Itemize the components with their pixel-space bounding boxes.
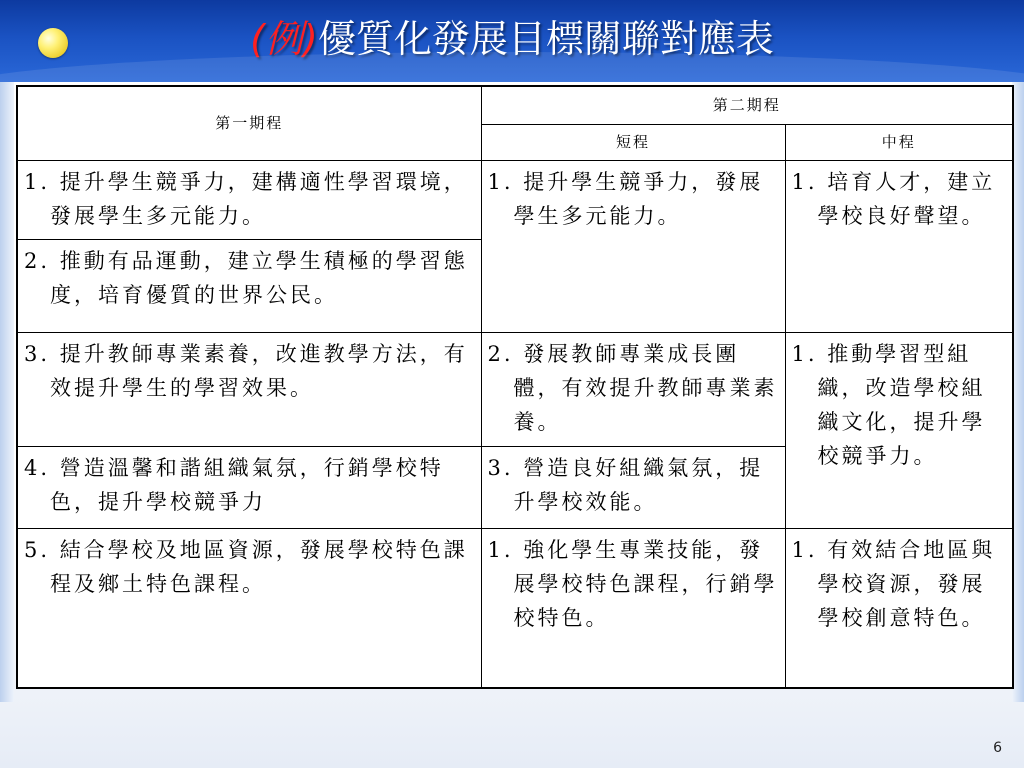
slide-title — [0, 8, 1024, 63]
slide-header — [0, 0, 1024, 82]
short-cell-3 — [481, 446, 785, 528]
mid-cell-3 — [785, 528, 1013, 688]
phase1-cell-4 — [17, 446, 481, 528]
phase1-item: 5. 結合學校及地區資源，發展學校特色課程及鄉土特色課程。 — [24, 537, 468, 596]
mid-item: 1. 推動學習型組織，改造學校組織文化，提升學校競爭力。 — [791, 341, 986, 468]
phase1-cell-2 — [17, 239, 481, 332]
mid-item: 1. 有效結合地區與學校資源，發展學校創意特色。 — [791, 537, 996, 630]
page-number: 6 — [993, 740, 1002, 756]
short-cell-2 — [481, 332, 785, 446]
short-item: 2. 發展教師專業成長團體，有效提升教師專業素養。 — [487, 341, 778, 434]
header-short-term: 短程 — [481, 124, 785, 160]
phase1-item: 4. 營造溫馨和諧組織氣氛，行銷學校特色，提升學校競爭力 — [24, 455, 444, 514]
short-cell-1 — [481, 160, 785, 332]
phase1-item: 1. 提升學生競爭力，建構適性學習環境，發展學生多元能力。 — [24, 169, 468, 228]
phase1-cell-3 — [17, 332, 481, 446]
title-prefix: (例) — [250, 17, 318, 61]
header-mid-term: 中程 — [785, 124, 1013, 160]
goal-mapping-table — [16, 85, 1014, 689]
phase1-cell-1 — [17, 160, 481, 239]
short-item: 1. 強化學生專業技能，發展學校特色課程，行銷學校特色。 — [487, 537, 778, 630]
short-item: 1. 提升學生競爭力，發展學生多元能力。 — [487, 169, 764, 228]
header-phase1: 第一期程 — [17, 86, 481, 160]
mid-cell-1 — [785, 160, 1013, 332]
phase1-cell-5 — [17, 528, 481, 688]
short-cell-4 — [481, 528, 785, 688]
left-border-decoration — [0, 82, 14, 702]
header-phase2: 第二期程 — [481, 86, 1013, 124]
phase1-item: 3. 提升教師專業素養，改進教學方法，有效提升學生的學習效果。 — [24, 341, 468, 400]
mid-item: 1. 培育人才，建立學校良好聲望。 — [791, 169, 996, 228]
short-item: 3. 營造良好組織氣氛，提升學校效能。 — [487, 455, 764, 514]
mid-cell-2 — [785, 332, 1013, 528]
title-main: 優質化發展目標關聯對應表 — [317, 17, 774, 61]
phase1-item: 2. 推動有品運動，建立學生積極的學習態度，培育優質的世界公民。 — [24, 248, 468, 307]
